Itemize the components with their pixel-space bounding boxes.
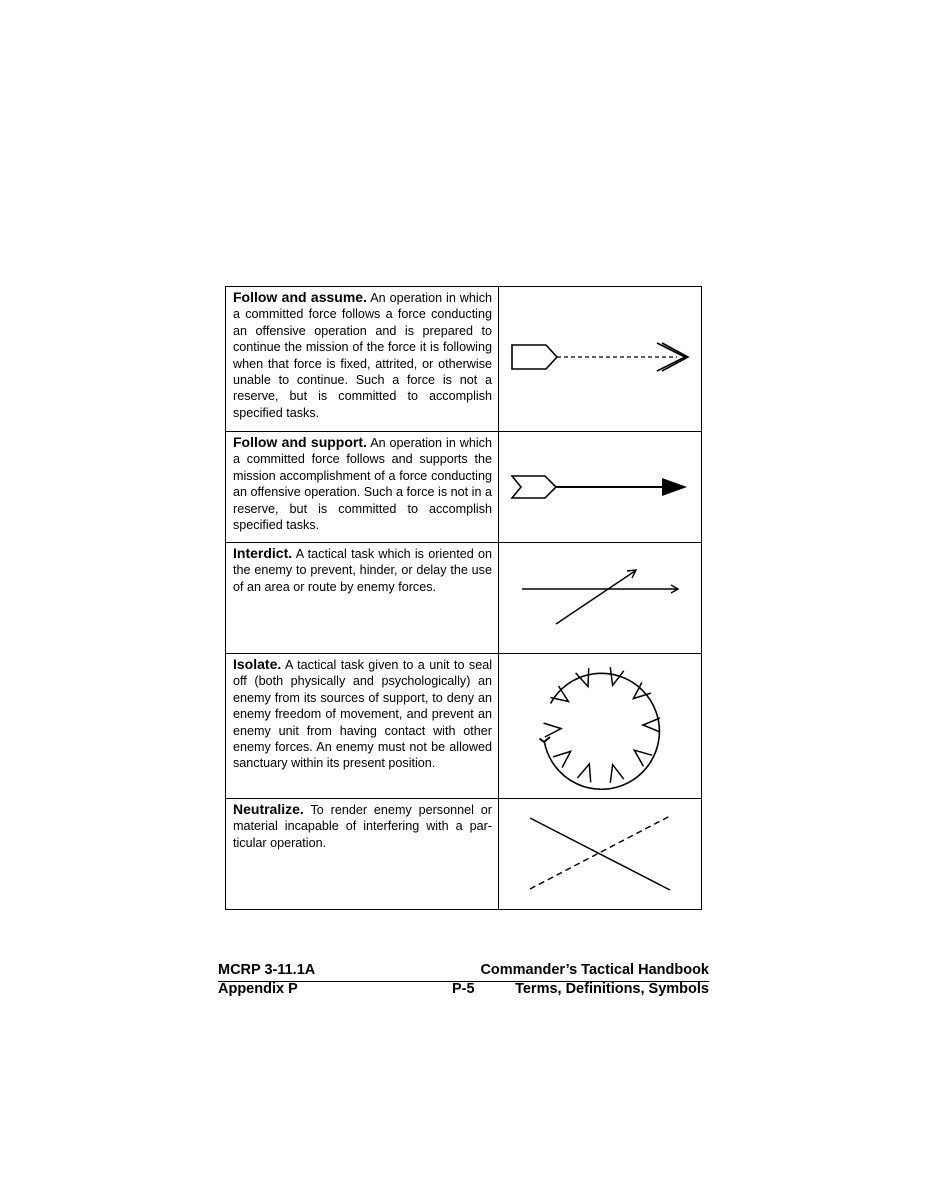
- section-title: Terms, Definitions, Symbols: [515, 981, 709, 997]
- appendix-label: Appendix P: [218, 981, 298, 997]
- isolate-tooth: [577, 764, 590, 782]
- footer-top-line: [218, 962, 709, 982]
- table-row: [226, 543, 702, 654]
- definition-text: An operation in which a committed force follows and supports the mission accomplishment of a force conducting an offensive operation. Such a force is not in a reserve, but is committed to accomplish specified tasks.: [233, 436, 492, 533]
- footer-bottom-line: [218, 981, 709, 1000]
- isolate-tooth: [553, 751, 571, 767]
- follow-and-assume-symbol: [499, 287, 701, 431]
- isolate-tooth: [544, 723, 562, 737]
- symbol-cell: [499, 432, 702, 543]
- isolate-tooth: [610, 765, 624, 783]
- symbol-cell: [499, 799, 702, 910]
- symbol-cell: [499, 543, 702, 654]
- term-follow-and-assume: Follow and assume.: [233, 289, 367, 305]
- definition-cell: [226, 287, 499, 432]
- term-follow-and-support: Follow and support.: [233, 434, 367, 450]
- definition-text: A tactical task which is oriented on the enemy to prevent, hinder, or delay the use of an area or route by enemy forces.: [233, 547, 492, 594]
- table-row: [226, 654, 702, 799]
- publication-number: MCRP 3-11.1A: [218, 962, 316, 978]
- neutralize-symbol: [499, 799, 701, 909]
- term-interdict: Interdict.: [233, 545, 293, 561]
- definition-cell: [226, 799, 499, 910]
- definition-cell: [226, 543, 499, 654]
- term-isolate: Isolate.: [233, 656, 282, 672]
- terms-table: [225, 286, 702, 910]
- definition-text: A tactical task given to a unit to seal off (both physically and psychologically) an enemy from its sources of support, to deny an enemy freedom of movement, and prevent an enemy unit from having contact with other enemy forces. An enemy must not be allowed sanctuary within its present position.: [233, 658, 492, 771]
- interdict-symbol: [499, 543, 701, 653]
- isolate-symbol: [499, 654, 701, 798]
- definition-text: To render enemy personnel or material incapable of interfering with a particular operation.: [233, 803, 492, 850]
- isolate-tooth: [643, 718, 660, 732]
- page-number: P-5: [452, 981, 475, 997]
- table-row: [226, 799, 702, 910]
- symbol-cell: [499, 287, 702, 432]
- term-neutralize: Neutralize.: [233, 801, 304, 817]
- handbook-title: Commander’s Tactical Handbook: [480, 962, 709, 978]
- symbol-cell: [499, 654, 702, 799]
- definition-cell: [226, 432, 499, 543]
- definition-cell: [226, 654, 499, 799]
- definition-text: An operation in which a committed force follows a force conducting an offensive operation and is prepared to continue the mission of the force it is following when that force is fixed, attrited, or otherwise unable to continue. Such a force is not a reserve, but is committed to accomplish specified tasks.: [233, 291, 493, 420]
- table-row: [226, 432, 702, 543]
- follow-and-support-symbol: [499, 432, 701, 542]
- table-row: [226, 287, 702, 432]
